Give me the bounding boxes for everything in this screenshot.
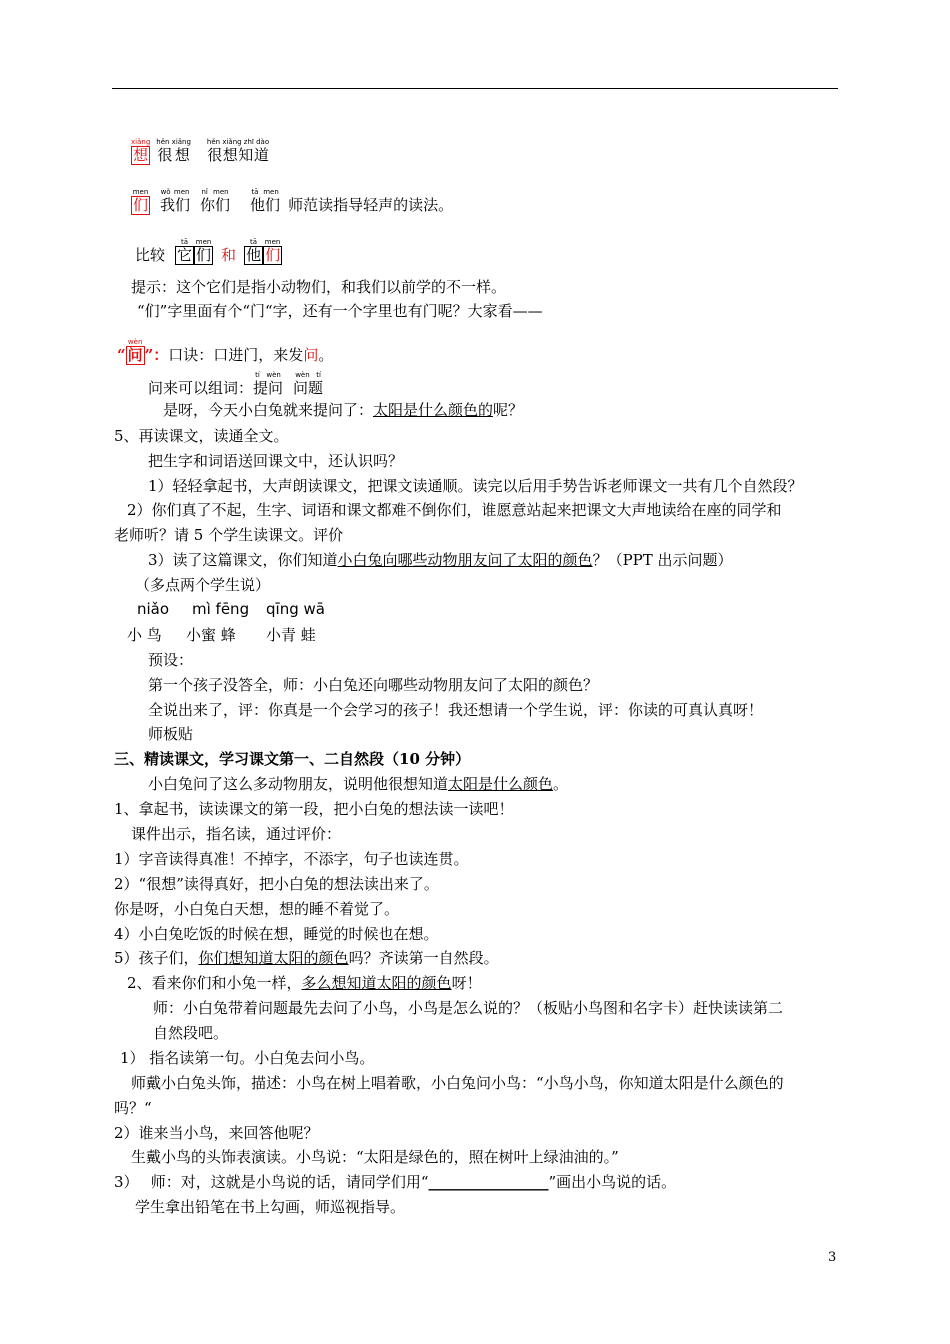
wen-close-quote: ”： (144, 346, 169, 364)
step-5-heading: 5、再读课文，读通全文。 (114, 427, 289, 445)
underlined-text: 多么想知道太阳的颜色 (301, 974, 452, 992)
char-xiang: 想xiǎng (131, 138, 151, 164)
word-mifeng: 小蜜 蜂 (186, 626, 236, 644)
line-l31: 2）谁来当小鸟，来回答他呢？ (114, 1124, 319, 1142)
underlined-text: 太阳是什么颜色 (448, 775, 554, 793)
line-l21: 2）“很想”读得真好，把小白兔的想法读出来了。 (114, 875, 439, 893)
text: 小白兔问了这么多动物朋友，说明他很想知道 (148, 775, 449, 793)
line-l16: 师板贴 (148, 725, 194, 743)
char-ta-it: 它tā (175, 238, 195, 264)
text: 吗？齐读第一自然段。 (348, 949, 499, 967)
line-l18: 1、拿起书，读读课文的第一段，把小白兔的想法读一读吧！ (114, 800, 514, 818)
line-l11: （多点两个学生说） (135, 576, 271, 594)
word-group-line (148, 371, 323, 401)
word-nimen: 你们nǐ men (200, 188, 231, 214)
text: 是呀，今天小白兔就来提问了： (163, 401, 374, 419)
pinyin-mifeng: mì fēng (192, 600, 250, 618)
hint-line: 提示：这个它们是指小动物们，和我们以前学的不一样。 (131, 278, 507, 296)
text: 3） 师：对，这就是小鸟说的话，请同学们用“ (114, 1173, 429, 1191)
line-l19: 课件出示，指名读，通过评价： (131, 825, 342, 843)
line-l13: 预设： (148, 651, 194, 669)
line-l8: 2）你们真了不起，生字、词语和课文都难不倒你们，谁愿意站起来把课文大声地读给在座的同学和 (127, 501, 782, 519)
line-l28: 1） 指名读第一句。小白兔去问小鸟。 (120, 1049, 375, 1067)
section-3-heading: 三、精读课文，学习课文第一、二自然段（10 分钟） (114, 750, 471, 768)
line-l14: 第一个孩子没答全，师：小白兔还向哪些动物朋友问了太阳的颜色？ (148, 676, 599, 694)
line-l32: 生戴小鸟的头饰表演读。小鸟说：“太阳是绿色的，照在树叶上绿油油的。” (131, 1148, 619, 1166)
line-l34: 学生拿出铅笔在书上勾画，师巡视指导。 (135, 1198, 406, 1216)
word-henxiangzhidao: 很想知道hěn xiǎng zhī dào (206, 138, 270, 164)
line-l10 (148, 550, 733, 570)
char-men-2: 们men (263, 238, 283, 264)
men-door-line: “们”字里面有个“门“字，还有一个字里也有门呢？大家看—— (137, 302, 543, 320)
word-henxiang: 很想hěn xiǎng (156, 138, 191, 164)
word-niao: 小 鸟 (127, 626, 162, 644)
rhyme-red-wen: 问 (303, 346, 319, 364)
line-l29: 师戴小白兔头饰，描述：小鸟在树上唱着歌，小白兔问小鸟：“小鸟小鸟，你知道太阳是什么颜色的 (131, 1074, 784, 1092)
text: 5）孩子们， (114, 949, 199, 967)
rhyme-text: 口诀：口进门，来发 (168, 346, 304, 364)
line-l22: 你是呀，小白兔白天想，想的睡不着觉了。 (114, 900, 400, 918)
rhyme-end: 。 (318, 346, 334, 364)
line-l15: 全说出来了，评：你真是一个会学习的孩子！我还想请一个学生说，评：你读的可真认真呀！ (148, 701, 764, 719)
line-l24 (114, 948, 499, 968)
line-l26: 师：小白兔带着问题最先去问了小鸟，小鸟是怎么说的？（板贴小鸟图和名字卡）赶快读读第二 (153, 999, 784, 1017)
text: ”画出小鸟说的话。 (548, 1173, 677, 1191)
line-l23: 4）小白兔吃饭的时候在想，睡觉的时候也在想。 (114, 925, 439, 943)
pinyin-row-xiang (131, 138, 269, 168)
pinyin-row-men (131, 188, 453, 218)
line-l25 (127, 973, 482, 993)
header-rule (112, 88, 838, 89)
compare-row (135, 238, 282, 268)
char-ta-he: 他tā (244, 238, 264, 264)
underlined-text: 小白兔向哪些动物朋友问了太阳的颜色 (337, 551, 593, 569)
word-tamen: 他们tā men (250, 188, 281, 214)
text: 2、看来你们和小兔一样， (127, 974, 302, 992)
char-wen: 问wèn (125, 338, 145, 364)
line-l9: 老师听？请 5 个学生读课文。评价 (114, 526, 344, 544)
blank-line: ________________ (428, 1173, 549, 1191)
char-men-1: 们men (194, 238, 214, 264)
line-l33 (114, 1172, 676, 1192)
wen-open-quote: “ (117, 346, 126, 364)
pinyin-qingwa: qīng wā (266, 600, 325, 618)
line-l6: 把生字和词语送回课文中，还认识吗？ (148, 452, 404, 470)
line-l27: 自然段吧。 (153, 1024, 229, 1042)
word-qingwa: 小青 蛙 (266, 626, 316, 644)
page-number: 3 (828, 1250, 837, 1265)
pinyin-niao: niǎo (137, 600, 170, 618)
rabbit-question-line (163, 400, 523, 420)
line-l7: 1）轻轻拿起书，大声朗读课文，把课文读通顺。读完以后用手势告诉老师课文一共有几个自然段？ (148, 477, 803, 495)
word-group-label: 问来可以组词： (148, 379, 254, 397)
underlined-text: 你们想知道太阳的颜色 (198, 949, 349, 967)
line-l20: 1）字音读得真准！不掉字，不添字，句子也读连贯。 (114, 850, 469, 868)
text: 呀！ (451, 974, 482, 992)
line-l30: 吗？“ (114, 1099, 152, 1117)
text: 呢？ (493, 401, 524, 419)
and-char: 和 (221, 246, 237, 264)
char-men: 们men (131, 188, 150, 214)
text: ？（PPT 出示问题） (592, 551, 733, 569)
compare-label: 比较 (135, 246, 166, 264)
line-l17 (148, 774, 568, 794)
text: 。 (553, 775, 569, 793)
underlined-text: 太阳是什么颜色的 (373, 401, 494, 419)
text: 3）读了这篇课文，你们知道 (148, 551, 338, 569)
word-women: 我们wǒ men (160, 188, 191, 214)
word-tiwen: 提问tí wèn (253, 371, 284, 397)
men-note: 师范读指导轻声的读法。 (288, 196, 454, 214)
wen-rhyme-line (117, 338, 333, 368)
word-wenti: 问题wèn tí (293, 371, 324, 397)
